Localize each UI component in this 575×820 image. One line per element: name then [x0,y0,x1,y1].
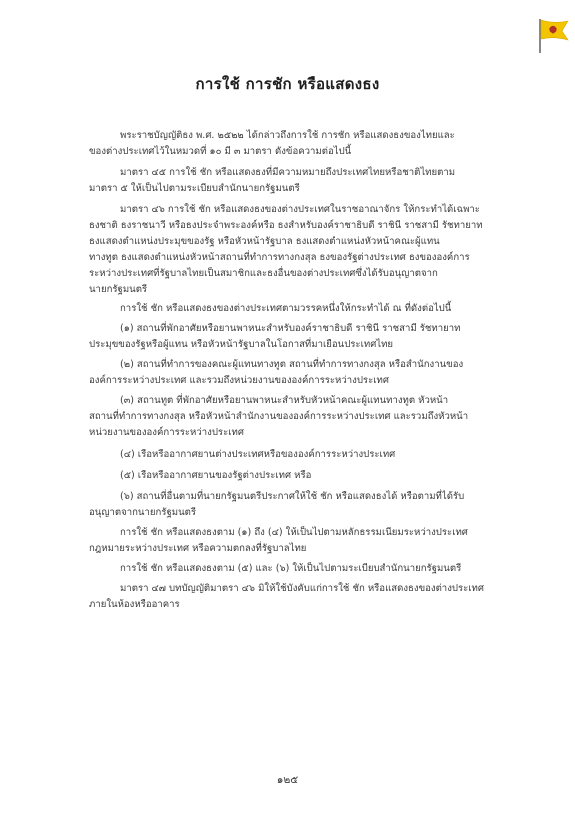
garuda-flag-icon [536,16,570,54]
text-line: อนุญาตจากนายกรัฐมนตรี [89,507,197,518]
text-line: มาตรา ๔๕ การใช้ ชัก หรือแสดงธงที่มีความหมายถึงประเทศไทยหรือชาติไทยตาม [120,167,456,178]
text-line: ธงแสดงตำแหน่งประมุขของรัฐ หรือหัวหน้ารัฐบาล ธงแสดงตำแหน่งหัวหน้าคณะผู้แทน [89,236,440,247]
text-line: ธงชาติ ธงราชนาวี หรือธงประจำพระองค์หรือ ธงสำหรับองค์ราชาธิบดี ราชินี ราชสามี รัชทายาท [89,220,483,231]
text-line: (๕) เรือหรืออากาศยานของรัฐต่างประเทศ หรือ [120,470,312,481]
text-line: สถานที่ทำการทางกงสุล หรือหัวหน้าสำนักงานขององค์การระหว่างประเทศ และรวมถึงหัวหน้า [89,411,469,422]
text-line: หน่วยงานขององค์การระหว่างประเทศ [89,427,244,438]
text-line: (๖) สถานที่อื่นตามที่นายกรัฐมนตรีประกาศให้ใช้ ชัก หรือแสดงธงได้ หรือตามที่ได้รับ [120,491,465,502]
text-line: (๔) เรือหรืออากาศยานต่างประเทศหรือขององค์การระหว่างประเทศ [120,449,396,460]
text-line: (๒) สถานที่ทำการของคณะผู้แทนทางทูต สถานที่ทำการทางกงสุล หรือสำนักงานของ [120,359,464,370]
text-line: การใช้ ชัก หรือแสดงธงตาม (๕) และ (๖) ให้เป็นไปตามระเบียบสำนักนายกรัฐมนตรี [120,563,462,574]
text-line: ภายในห้องหรืออาคาร [89,599,180,610]
text-line: มาตรา ๕ ให้เป็นไปตามระเบียบสำนักนายกรัฐมนตรี [89,183,300,194]
text-line: ประมุขของรัฐหรือผู้แทน หรือหัวหน้ารัฐบาลในโอกาสที่มาเยือนประเทศไทย [89,339,394,350]
text-line: (๑) สถานที่พักอาศัยหรือยานพาหนะสำหรับองค์ราชาธิบดี ราชินี ราชสามี รัชทายาท [120,323,461,334]
text-line: มาตรา ๔๖ การใช้ ชัก หรือแสดงธงของต่างประเทศในราชอาณาจักร ให้กระทำได้เฉพาะ [120,204,480,215]
text-line: พระราชบัญญัติธง พ.ศ. ๒๕๒๒ ได้กล่าวถึงการใช้ การชัก หรือแสดงธงของไทยและ [120,130,455,141]
text-line: ระหว่างประเทศที่รัฐบาลไทยเป็นสมาชิกและธงอื่นของต่างประเทศซึ่งได้รับอนุญาตจาก [89,268,438,279]
page-number: ๑๒๕ [276,774,299,786]
text-line: มาตรา ๔๗ บทบัญญัติมาตรา ๔๖ มิให้ใช้บังคับแก่การใช้ ชัก หรือแสดงธงของต่างประเทศ [120,583,484,594]
text-line: ของต่างประเทศไว้ในหมวดที่ ๑๐ มี ๓ มาตรา ดังข้อความต่อไปนี้ [89,146,352,157]
text-line: (๓) สถานทูต ที่พักอาศัยหรือยานพาหนะสำหรับหัวหน้าคณะผู้แทนทางทูต หัวหน้า [120,395,449,406]
text-line: การใช้ ชัก หรือแสดงธงของต่างประเทศตามวรรคหนึ่งให้กระทำได้ ณ ที่ดังต่อไปนี้ [120,303,452,314]
text-line: ทางทูต ธงแสดงตำแหน่งหัวหน้าสถานที่ทำการทางกงสุล ธงของรัฐต่างประเทศ ธงขององค์การ [89,252,470,263]
text-line: การใช้ ชัก หรือแสดงธงตาม (๑) ถึง (๔) ให้เป็นไปตามหลักธรรมเนียมระหว่างประเทศ [120,527,468,538]
text-line: นายกรัฐมนตรี [89,284,148,295]
text-line: องค์การระหว่างประเทศ และรวมถึงหน่วยงานขององค์การระหว่างประเทศ [89,375,389,386]
document-title: การใช้ การชัก หรือแสดงธง [195,75,380,93]
text-line: กฎหมายระหว่างประเทศ หรือความตกลงที่รัฐบาลไทย [89,543,307,554]
